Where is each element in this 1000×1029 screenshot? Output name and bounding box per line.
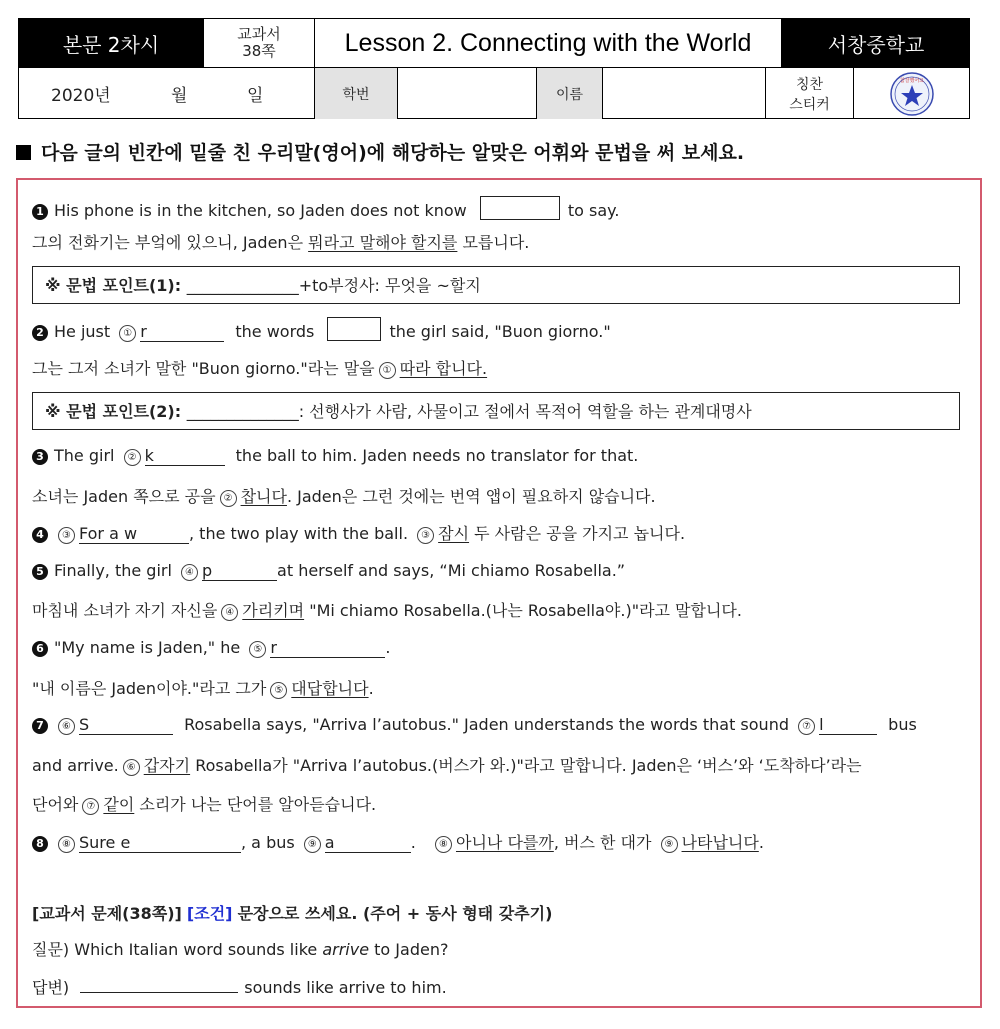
sticker-label: 칭찬 스티커 bbox=[766, 68, 854, 119]
circled-number: ⑨ bbox=[304, 836, 321, 853]
item-7-line-2: and arrive. ⑥ 갑자기 Rosabella가 "Arriva l’autobus.(버스가 와.)"라고 말합니다. Jaden은 ‘버스’와 ‘도착하다’라는 bbox=[32, 756, 862, 775]
blank-2[interactable]: k bbox=[145, 447, 225, 466]
sticker-slot bbox=[854, 68, 970, 119]
item-number-badge: 2 bbox=[32, 325, 48, 341]
square-bullet-icon bbox=[16, 145, 31, 160]
item-6-english: 6 "My name is Jaden," he ⑤ r . bbox=[32, 638, 390, 658]
year-label: 2020년 bbox=[51, 86, 111, 106]
item-1-english: 1 His phone is in the kitchen, so Jaden does not know to say. bbox=[32, 196, 619, 220]
circled-number: ② bbox=[220, 490, 237, 507]
item-3-english: 3 The girl ② k the ball to him. Jaden needs no translator for that. bbox=[32, 446, 638, 466]
month-label: 월 bbox=[171, 86, 188, 106]
item-2-english: 2 He just ① r the words the girl said, "Buon giorno." bbox=[32, 317, 611, 342]
header-table bbox=[18, 18, 970, 119]
circled-number: ① bbox=[119, 325, 136, 342]
answer-blank[interactable] bbox=[80, 992, 238, 993]
grammar-point-2: ※ 문법 포인트(2): ______________: 선행사가 사람, 사물이고 절에서 목적어 역할을 하는 관계대명사 bbox=[32, 392, 960, 430]
answer-line: 답변) sounds like arrive to him. bbox=[32, 978, 447, 997]
item-7-line-3: 단어와 ⑦ 같이 소리가 나는 단어를 알아듣습니다. bbox=[32, 795, 377, 814]
blank-7[interactable]: l bbox=[819, 716, 877, 735]
item-number-badge: 1 bbox=[32, 204, 48, 220]
blank-4[interactable]: p bbox=[202, 562, 277, 581]
day-label: 일 bbox=[247, 86, 264, 106]
item-number-badge: 5 bbox=[32, 564, 48, 580]
blank-6[interactable]: S bbox=[79, 716, 173, 735]
item-number-badge: 7 bbox=[32, 718, 48, 734]
item-4: 4 ③ For a w , the two play with the ball. ③ 잠시 두 사람은 공을 가지고 놉니다. bbox=[32, 521, 685, 544]
item-2-korean: 그는 그저 소녀가 말한 "Buon giorno."라는 말을 ① 따라 합니다. bbox=[32, 359, 488, 378]
textbook-ref: 교과서 38쪽 bbox=[204, 19, 315, 68]
circled-number: ③ bbox=[58, 527, 75, 544]
session-label: 본문 2차시 bbox=[19, 19, 204, 68]
student-no-field[interactable] bbox=[398, 68, 537, 119]
item-6-korean: "내 이름은 Jaden이야."라고 그가 ⑤ 대답합니다. bbox=[32, 679, 374, 698]
praise-stamp-icon bbox=[887, 71, 937, 117]
item-5-korean: 마침내 소녀가 자기 자신을 ④ 가리키며 "Mi chiamo Rosabella.(나는 Rosabella야.)"라고 말합니다. bbox=[32, 601, 742, 620]
blank-8[interactable]: Sure e bbox=[79, 834, 241, 853]
item-number-badge: 6 bbox=[32, 641, 48, 657]
student-no-label: 학번 bbox=[315, 68, 398, 119]
item-1-korean: 그의 전화기는 부엌에 있으니, Jaden은 뭐라고 말해야 할지를 모릅니다. bbox=[32, 233, 530, 252]
circled-number: ③ bbox=[417, 527, 434, 544]
item-7-line-1: 7 ⑥ S Rosabella says, "Arriva l’autobus." Jaden understands the words that sound ⑦ l bus bbox=[32, 715, 917, 735]
circled-number: ⑤ bbox=[270, 682, 287, 699]
lesson-title: Lesson 2. Connecting with the World bbox=[315, 19, 782, 68]
instruction: 다음 글의 빈칸에 밑줄 친 우리말(영어)에 해당하는 알맞은 어휘와 문법을 써 보세요. bbox=[16, 138, 744, 165]
item-number-badge: 3 bbox=[32, 449, 48, 465]
circled-number: ⑧ bbox=[435, 836, 452, 853]
grammar-point-1: ※ 문법 포인트(1): ______________+to부정사: 무엇을 ~할지 bbox=[32, 266, 960, 304]
circled-number: ④ bbox=[181, 564, 198, 581]
circled-number: ⑥ bbox=[123, 759, 140, 776]
circled-number: ⑤ bbox=[249, 641, 266, 658]
blank-box-what[interactable] bbox=[480, 196, 560, 220]
circled-number: ⑨ bbox=[661, 836, 678, 853]
textbook-question-header: [교과서 문제(38쪽)] [조건] 문장으로 쓰세요. (주어 + 동사 형태 갖추기) bbox=[32, 904, 553, 923]
exercise-box bbox=[16, 178, 982, 1008]
svg-text:참잘했어요: 참잘했어요 bbox=[899, 77, 925, 84]
circled-number: ① bbox=[379, 362, 396, 379]
item-8: 8 ⑧ Sure e , a bus ⑨ a . ⑧ 아니나 다를까, 버스 한 대가 ⑨ 나타납니다. bbox=[32, 830, 764, 853]
question-line: 질문) Which Italian word sounds like arrive to Jaden? bbox=[32, 940, 449, 959]
blank-9[interactable]: a bbox=[325, 834, 411, 853]
item-number-badge: 8 bbox=[32, 836, 48, 852]
blank-1[interactable]: r bbox=[140, 323, 224, 342]
school-name: 서창중학교 bbox=[782, 19, 970, 68]
circled-number: ⑦ bbox=[798, 718, 815, 735]
blank-box-that[interactable] bbox=[327, 317, 381, 341]
circled-number: ② bbox=[124, 449, 141, 466]
blank-5[interactable]: r bbox=[270, 639, 385, 658]
date-field[interactable] bbox=[19, 68, 315, 119]
blank-3[interactable]: For a w bbox=[79, 525, 189, 544]
item-3-korean: 소녀는 Jaden 쪽으로 공을 ② 찹니다. Jaden은 그런 것에는 번역 앱이 필요하지 않습니다. bbox=[32, 487, 656, 506]
item-5-english: 5 Finally, the girl ④ p at herself and says, “Mi chiamo Rosabella.” bbox=[32, 561, 625, 581]
circled-number: ⑧ bbox=[58, 836, 75, 853]
name-field[interactable] bbox=[603, 68, 766, 119]
circled-number: ⑦ bbox=[82, 798, 99, 815]
circled-number: ⑥ bbox=[58, 718, 75, 735]
circled-number: ④ bbox=[221, 604, 238, 621]
item-number-badge: 4 bbox=[32, 527, 48, 543]
name-label: 이름 bbox=[537, 68, 603, 119]
